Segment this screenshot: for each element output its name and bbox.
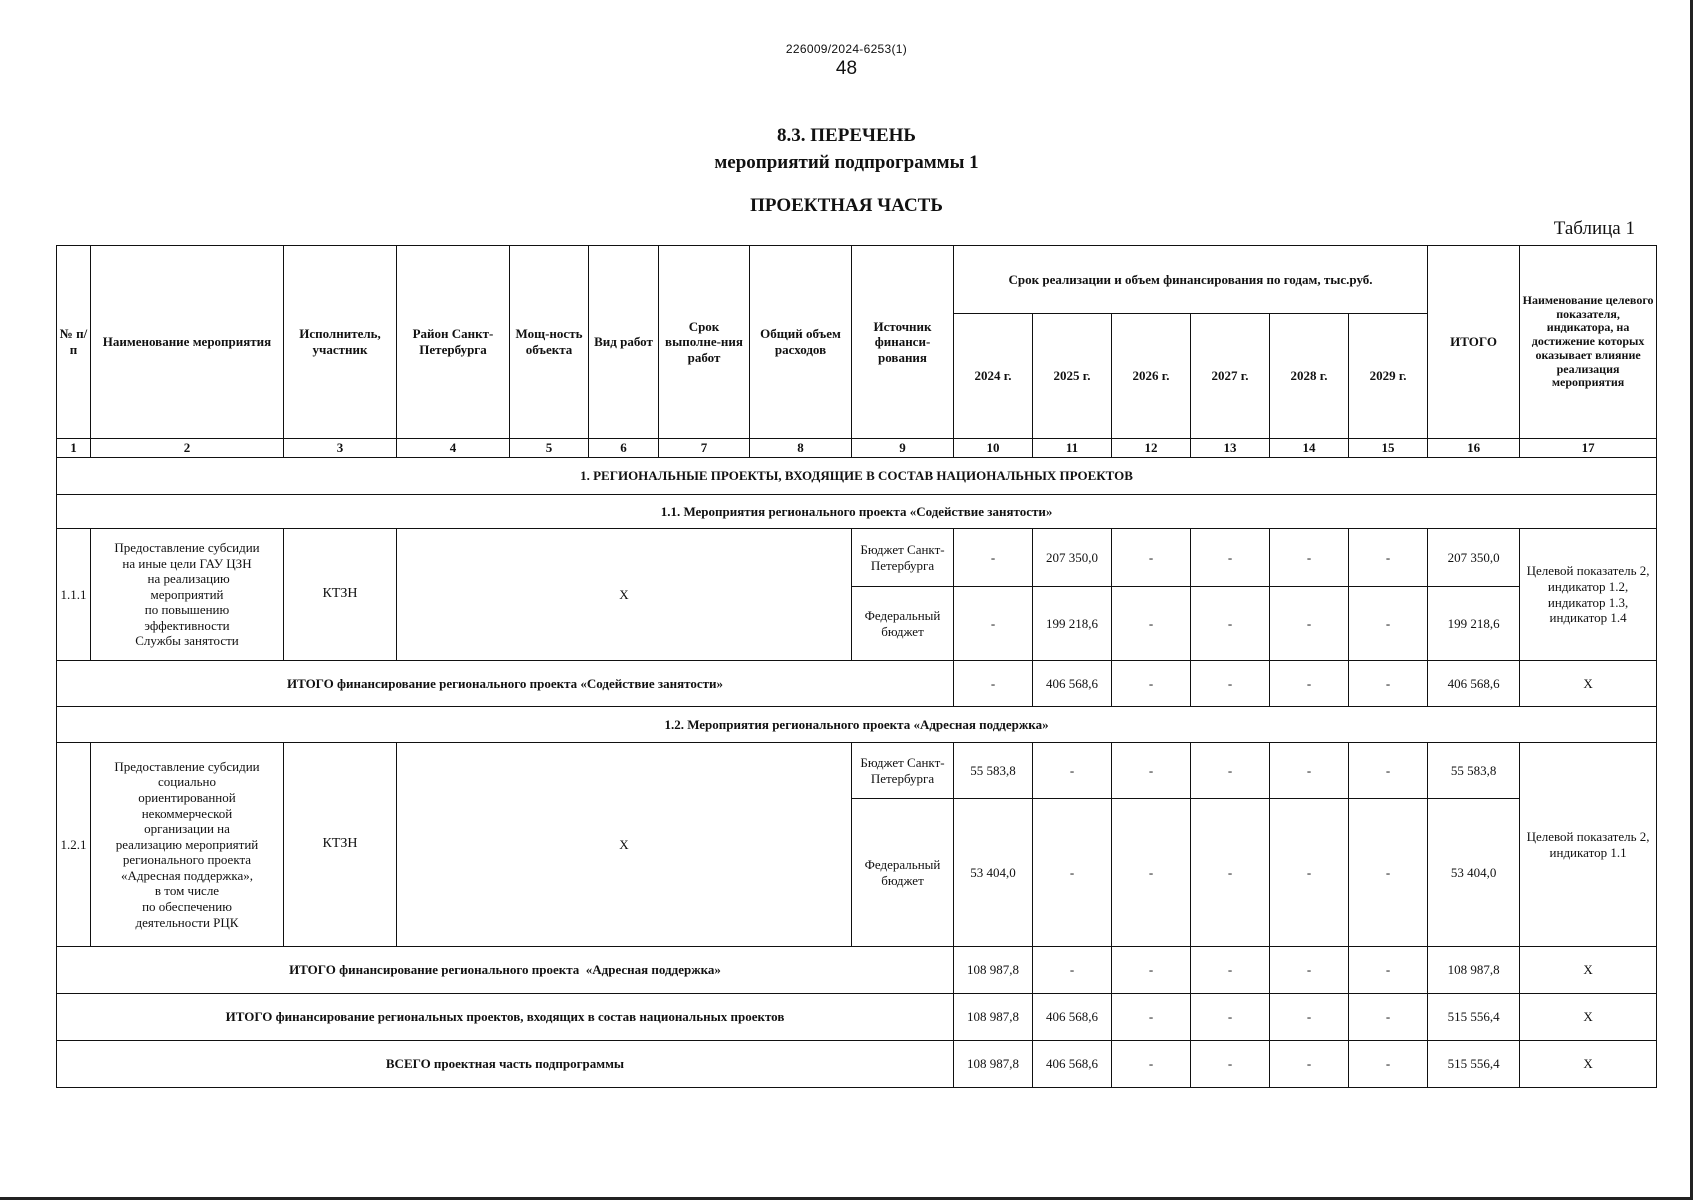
column-number: 11 [1033, 439, 1112, 458]
value-2027: - [1191, 1041, 1270, 1088]
value-total: 515 556,4 [1428, 994, 1520, 1041]
item-name-line: деятельности РЦК [135, 914, 239, 930]
value-2025: 406 568,6 [1033, 1041, 1112, 1088]
value-2029: - [1349, 994, 1428, 1041]
item-name-line: мероприятий [150, 586, 224, 602]
item-name-line: по обеспечению [142, 899, 232, 915]
value-2024: - [954, 529, 1033, 587]
value-2029: - [1349, 529, 1428, 587]
value-2028: - [1270, 529, 1349, 587]
value-2024: 53 404,0 [954, 799, 1033, 947]
value-2026: - [1112, 799, 1191, 947]
item-name-line: в том числе [154, 883, 220, 899]
column-number: 1 [57, 439, 91, 458]
value-2029: - [1349, 1041, 1428, 1088]
measures-table [56, 245, 1657, 1088]
value-2026: - [1112, 529, 1191, 587]
subsection-heading: 1.1. Мероприятия регионального проекта «Содействие занятости» [57, 495, 1657, 529]
value-2028: - [1270, 994, 1349, 1041]
funding-source: Федеральный бюджет [852, 587, 954, 661]
header-total-cost: Общий объем расходов [750, 246, 852, 439]
funding-source: Федеральный бюджет [852, 799, 954, 947]
header-itogo: ИТОГО [1428, 246, 1520, 439]
header-year-2027: 2027 г. [1191, 314, 1270, 439]
value-total: 53 404,0 [1428, 799, 1520, 947]
item-indicator: Целевой показатель 2, индикатор 1.2, индикатор 1.3, индикатор 1.4 [1520, 529, 1657, 661]
section-heading: 1. РЕГИОНАЛЬНЫЕ ПРОЕКТЫ, ВХОДЯЩИЕ В СОСТАВ НАЦИОНАЛЬНЫХ ПРОЕКТОВ [57, 458, 1657, 495]
item-name-line: Предоставление субсидии [114, 758, 260, 774]
page-title: 8.3. ПЕРЕЧЕНЬ [777, 125, 916, 146]
item-executor: КТЗН [284, 743, 397, 947]
value-2027: - [1191, 947, 1270, 994]
column-number: 9 [852, 439, 954, 458]
item-name [91, 743, 284, 947]
value-2027: - [1191, 994, 1270, 1041]
value-total: 515 556,4 [1428, 1041, 1520, 1088]
column-number: 10 [954, 439, 1033, 458]
header-years-group: Срок реализации и объем финансирования по годам, тыс.руб. [954, 246, 1428, 314]
value-2025: 406 568,6 [1033, 994, 1112, 1041]
value-2029: - [1349, 743, 1428, 799]
subsection-heading: 1.2. Мероприятия регионального проекта «Адресная поддержка» [57, 707, 1657, 743]
value-2024: - [954, 587, 1033, 661]
item-merged-x: X [397, 529, 852, 661]
indicator-x: X [1520, 994, 1657, 1041]
value-2025: 207 350,0 [1033, 529, 1112, 587]
header-year-2025: 2025 г. [1033, 314, 1112, 439]
funding-source: Бюджет Санкт-Петербурга [852, 529, 954, 587]
item-name-line: эффективности [144, 617, 230, 633]
value-total: 199 218,6 [1428, 587, 1520, 661]
value-2026: - [1112, 947, 1191, 994]
item-name-line: некоммерческой [141, 805, 233, 821]
column-number: 15 [1349, 439, 1428, 458]
table-label: Таблица 1 [1553, 218, 1635, 239]
column-number: 12 [1112, 439, 1191, 458]
header-work-type: Вид работ [589, 246, 659, 439]
value-2029: - [1349, 587, 1428, 661]
page-subtitle: мероприятий подпрограммы 1 [714, 152, 979, 173]
header-year-2026: 2026 г. [1112, 314, 1191, 439]
total-row-label: ИТОГО финансирование регионального проекта «Адресная поддержка» [57, 947, 954, 994]
value-2025: - [1033, 799, 1112, 947]
header-indicator: Наименование целевого показателя, индикатора, на достижение которых оказывает влияние реализация мероприятия [1520, 246, 1657, 439]
item-name-line: реализацию мероприятий [115, 836, 259, 852]
value-2026: - [1112, 743, 1191, 799]
item-name-line: организации на [144, 821, 230, 837]
value-2024: - [954, 661, 1033, 707]
column-number: 5 [510, 439, 589, 458]
item-name [91, 529, 284, 661]
item-name-line: социально [158, 774, 216, 790]
header-district: Район Санкт-Петербурга [397, 246, 510, 439]
value-2024: 108 987,8 [954, 947, 1033, 994]
value-2029: - [1349, 947, 1428, 994]
item-name-line: регионального проекта [122, 852, 252, 868]
value-2027: - [1191, 799, 1270, 947]
column-number: 16 [1428, 439, 1520, 458]
item-name-line: ориентированной [138, 789, 236, 805]
item-name-line: Службы занятости [135, 633, 239, 649]
column-number: 4 [397, 439, 510, 458]
value-2026: - [1112, 994, 1191, 1041]
header-year-2029: 2029 г. [1349, 314, 1428, 439]
value-total: 55 583,8 [1428, 743, 1520, 799]
column-number: 8 [750, 439, 852, 458]
header-num: № п/п [57, 246, 91, 439]
value-2026: - [1112, 587, 1191, 661]
item-number: 1.1.1 [57, 529, 91, 661]
value-2027: - [1191, 587, 1270, 661]
value-total: 207 350,0 [1428, 529, 1520, 587]
indicator-x: X [1520, 1041, 1657, 1088]
item-number: 1.2.1 [57, 743, 91, 947]
header-year-2028: 2028 г. [1270, 314, 1349, 439]
total-row-label: ИТОГО финансирование регионального проекта «Содействие занятости» [57, 661, 954, 707]
value-2027: - [1191, 529, 1270, 587]
item-name-line: на реализацию [144, 571, 230, 587]
value-2026: - [1112, 661, 1191, 707]
value-2025: - [1033, 743, 1112, 799]
value-2028: - [1270, 1041, 1349, 1088]
value-2025: 406 568,6 [1033, 661, 1112, 707]
value-2024: 108 987,8 [954, 1041, 1033, 1088]
value-2028: - [1270, 661, 1349, 707]
header-year-2024: 2024 г. [954, 314, 1033, 439]
value-2024: 108 987,8 [954, 994, 1033, 1041]
value-2029: - [1349, 661, 1428, 707]
grand-total-label: ВСЕГО проектная часть подпрограммы [57, 1041, 954, 1088]
header-executor: Исполнитель, участник [284, 246, 397, 439]
item-name-line: Предоставление субсидии [114, 539, 260, 555]
item-indicator: Целевой показатель 2, индикатор 1.1 [1520, 743, 1657, 947]
funding-source: Бюджет Санкт-Петербурга [852, 743, 954, 799]
value-2029: - [1349, 799, 1428, 947]
value-2027: - [1191, 661, 1270, 707]
value-2025: 199 218,6 [1033, 587, 1112, 661]
item-name-line: на иные цели ГАУ ЦЗН [122, 555, 252, 571]
column-number: 13 [1191, 439, 1270, 458]
item-merged-x: X [397, 743, 852, 947]
item-name-line: по повышению [144, 602, 230, 618]
column-number: 14 [1270, 439, 1349, 458]
value-total: 108 987,8 [1428, 947, 1520, 994]
total-regional-label: ИТОГО финансирование региональных проектов, входящих в состав национальных проектов [57, 994, 954, 1041]
page-number: 48 [835, 58, 858, 79]
indicator-x: X [1520, 947, 1657, 994]
part-title: ПРОЕКТНАЯ ЧАСТЬ [750, 195, 943, 216]
column-number: 2 [91, 439, 284, 458]
column-number: 17 [1520, 439, 1657, 458]
value-2024: 55 583,8 [954, 743, 1033, 799]
value-2028: - [1270, 743, 1349, 799]
value-2028: - [1270, 799, 1349, 947]
value-2025: - [1033, 947, 1112, 994]
header-period: Срок выполне-ния работ [659, 246, 750, 439]
item-executor: КТЗН [284, 529, 397, 661]
column-number: 6 [589, 439, 659, 458]
value-total: 406 568,6 [1428, 661, 1520, 707]
column-number: 3 [284, 439, 397, 458]
value-2028: - [1270, 947, 1349, 994]
value-2028: - [1270, 587, 1349, 661]
column-number: 7 [659, 439, 750, 458]
document-number: 226009/2024-6253(1) [785, 42, 908, 56]
value-2027: - [1191, 743, 1270, 799]
header-capacity: Мощ-ность объекта [510, 246, 589, 439]
indicator-x: X [1520, 661, 1657, 707]
header-name: Наименование мероприятия [91, 246, 284, 439]
item-name-line: «Адресная поддержка», [120, 867, 254, 883]
value-2026: - [1112, 1041, 1191, 1088]
header-source: Источник финанси-рования [852, 246, 954, 439]
